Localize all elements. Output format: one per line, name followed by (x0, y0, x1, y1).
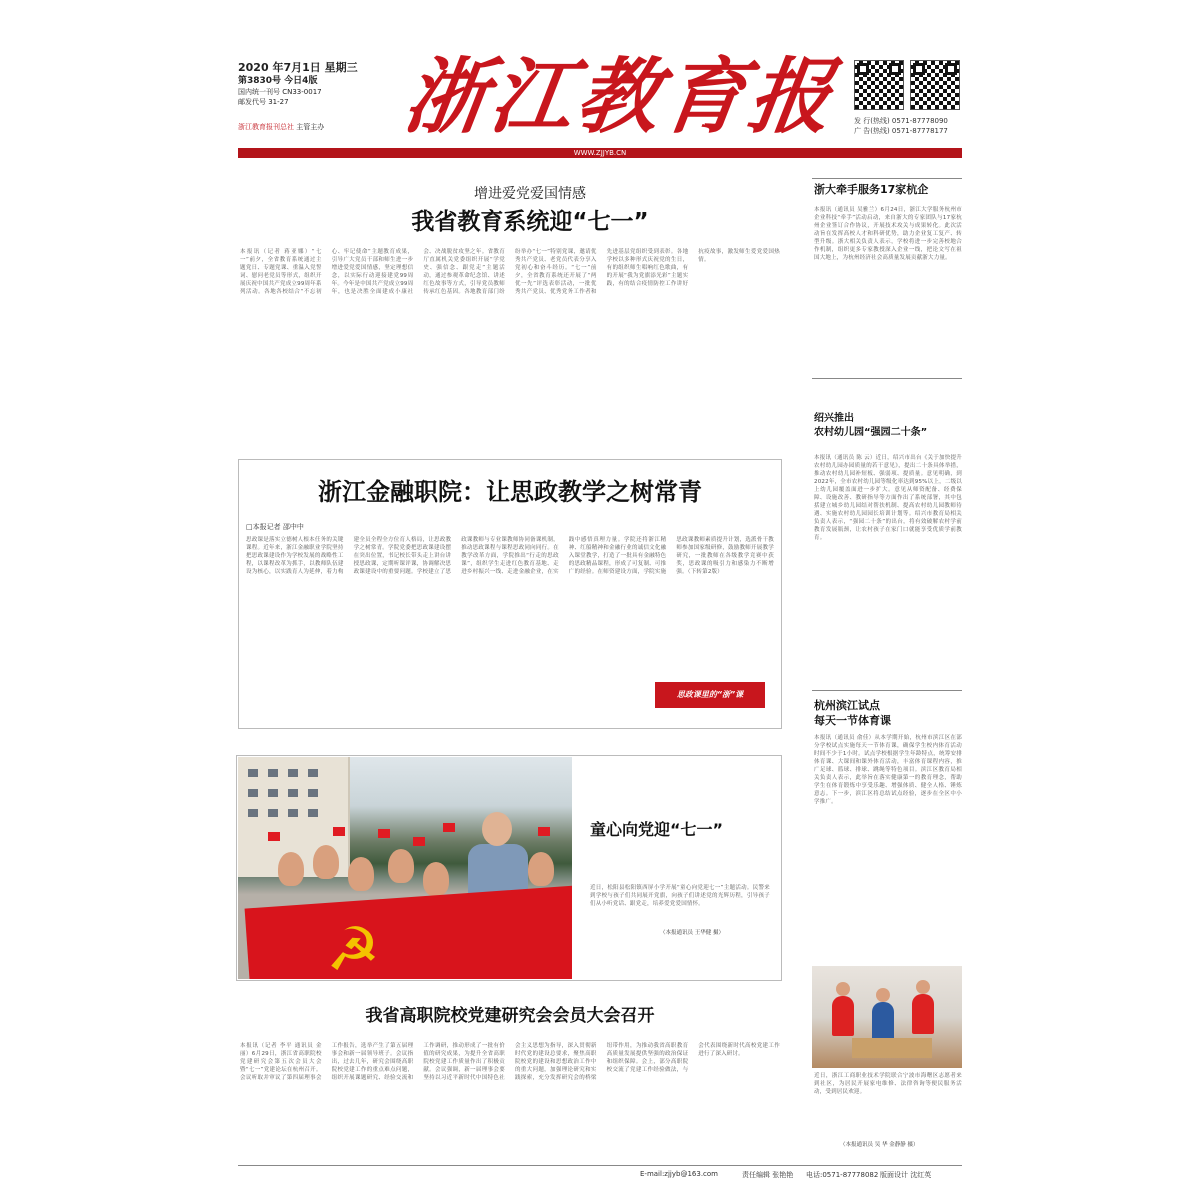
hammer-sickle-icon: ☭ (326, 915, 380, 979)
masthead-title: 浙江教育报 (398, 49, 842, 145)
sidebar-divider-2 (812, 690, 962, 691)
feature-headline: 浙江金融职院：让思政教学之树常青 (318, 478, 702, 506)
sidebar-story2-headline (814, 412, 964, 440)
photo-story-caption: 近日，松阳县松阳镇西屏小学开展“童心向党迎七一”主题活动。民警来到学校与孩子们共同展开党旗，向孩子们讲述党的光辉历程，引导孩子们从小听党话、跟党走，培养爱党爱国情怀。 (590, 885, 770, 907)
bottom-headline: 我省高职院校党建研究会会员大会召开 (365, 1006, 655, 1026)
contact-info (854, 116, 964, 136)
sidebar-story2-headline-line1: 绍兴推出 (814, 413, 854, 424)
sidebar-photo-caption: 近日，浙江工商职业技术学院联合宁波市海曙区志愿者来到社区，为居民开展家电维修、法律咨询等便民服务活动，受到居民欢迎。 (814, 1073, 962, 1095)
sidebar-top-rule (812, 178, 962, 179)
cn-line: 国内统一刊号 CN33-0017 (238, 88, 322, 96)
publisher-suffix: 主管主办 (296, 123, 325, 131)
sidebar-story1-headline: 浙大牵手服务17家杭企 (814, 183, 929, 196)
masthead-rule (238, 148, 962, 158)
sidebar-story3-headline-line2: 每天一节体育课 (814, 714, 891, 727)
issue-line: 第3830号 今日4版 (238, 76, 318, 86)
party-flag (245, 886, 572, 979)
lead-kicker: 增进爱党爱国情感 (474, 186, 586, 202)
footer-proof: 版面设计 沈红英 (880, 1171, 932, 1179)
sidebar-story3-body: 本报讯（通讯员 俞佳）从本学期开始，杭州市滨江区在部分学校试点实施每天一节体育课，确保学生校内体育活动时间不少于1小时。试点学校根据学生年龄特点，统筹安排体育课、大课间和课外体育活动，丰富体育课程内容，推广足球、篮球、排球、跳绳等特色项目。滨江区教育局相关负责人表示，此举旨在落实健康第一的教育理念，帮助学生在体育锻炼中享受乐趣、增强体质、健全人格、锤炼意志。下一步，滨江区将总结试点经验，逐步在全区中小学推广。 (814, 735, 962, 805)
phone-line-2: 广 告(热线) 0571-87778177 (854, 127, 948, 135)
sidebar-story3-headline (814, 698, 964, 728)
feature-body: 思政课是落实立德树人根本任务的关键课程。近年来，浙江金融职业学院坚持把思政课建设作为学校发展的战略性工程，以课程改革为抓手，以教师队伍建设为核心，以实践育人为延伸，着力构建全员全程全方位育人格局，让思政教学之树常青。学院党委把思政课建设摆在突出位置，书记校长带头走上讲台讲授思政课，定期听课评课，协调解决思政课建设中的重要问题。学校建立了思政课教师与专业课教师协同备课机制，推动思政课程与课程思政同向同行。在教学改革方面，学院推出“行走的思政课”，组织学生走进红色教育基地、走进乡村振兴一线、走进金融企业，在实践中感悟真理力量。学院还将浙江精神、红船精神和金融行业的诚信文化融入课堂教学，打造了一批具有金融特色的思政精品课程，形成了可复制、可推广的经验。在师资建设方面，学院实施思政课教师素质提升计划，选派骨干教师参加国家级研修，鼓励教师开展教学研究，一批教师在各级教学竞赛中获奖，思政课的吸引力和感染力不断增强。（下转第2版） (246, 537, 774, 575)
phone-line-1: 发 行(热线) 0571-87778090 (854, 117, 948, 125)
photo-story-credit: （本报通讯员 王华健 摄） (660, 930, 724, 936)
feature-stamp: 思政课里的“浙”课 (655, 682, 765, 708)
feature-byline: □本报记者 邵中中 (246, 523, 304, 531)
sidebar-divider-1 (812, 378, 962, 379)
children-flag-photo (238, 757, 572, 979)
code-line: 邮发代号 31-27 (238, 98, 289, 106)
sidebar-story1-body: 本报讯（通讯员 吴雅兰）6月24日，浙江大学服务杭州市企业科技“牵手”活动启动，来自浙大的专家团队与17家杭州企业签订合作协议，开展技术攻关与成果转化。此次活动旨在发挥高校人才和科研优势，助力企业复工复产、转型升级。浙大相关负责人表示，学校将进一步完善校地合作机制，组织更多专家教授深入企业一线，把论文写在祖国大地上，为杭州经济社会高质量发展贡献浙大力量。 (814, 207, 962, 261)
website: WWW.ZJJYB.CN (573, 149, 627, 157)
qr-code-icon (854, 60, 904, 110)
lead-body: 本报讯（记者 蒋亚娜）“七一”前夕，全省教育系统通过主题党日、专题党课、重温入党誓词、慰问老党员等形式，组织开展庆祝中国共产党成立99周年系列活动。各地各校结合“不忘初心、牢记使命”主题教育成果，引导广大党员干部和师生进一步增进爱党爱国情感，坚定理想信念，以实际行动迎接建党99周年。今年是中国共产党成立99周年，也是决胜全面建成小康社会、决战脱贫攻坚之年。省教育厅直属机关党委组织开展“学党史、强信念、跟党走”主题活动，通过参观革命纪念馆、讲述红色故事等方式，引导党员教师传承红色基因。各地教育部门纷纷举办“七一”特别党课，邀请优秀共产党员、老党员代表分享入党初心和奋斗经历。“七一”前夕，全省教育系统还开展了“两优一先”评选表彰活动，一批优秀共产党员、优秀党务工作者和先进基层党组织受到表彰。各地学校以多种形式庆祝党的生日，有的组织师生唱响红色歌曲，有的开展“我为党旗添光彩”主题实践，有的结合疫情防控工作讲好抗疫故事，激发师生爱党爱国热情。 (240, 249, 780, 295)
qr-code-icon (910, 60, 960, 110)
footer-email: E-mail:zjjyb@163.com (640, 1170, 718, 1178)
publisher-line (238, 121, 408, 133)
date-line: 2020 年7月1日 星期三 (238, 61, 358, 74)
sidebar-story3-headline-line1: 杭州滨江试点 (814, 699, 880, 712)
volunteer-service-photo (812, 966, 962, 1068)
bottom-body: 本报讯（记者 李平 通讯员 金丽）6月29日，浙江省高职院校党建研究会第五次会员大会暨“七一”党建论坛在杭州召开。会议听取并审议了第四届理事会工作报告，选举产生了第五届理事会和新一届领导班子。会议指出，过去几年，研究会围绕高职院校党建工作的重点难点问题，组织开展课题研究、经验交流和工作调研，推动形成了一批有价值的研究成果，为提升全省高职院校党建工作质量作出了积极贡献。会议强调，新一届理事会要坚持以习近平新时代中国特色社会主义思想为指导，深入贯彻新时代党的建设总要求，聚焦高职院校党的建设和思想政治工作中的重大问题，加强理论研究和实践探索，充分发挥研究会的桥梁纽带作用，为推动我省高职教育高质量发展提供坚强的政治保证和组织保障。会上，部分高职院校交流了党建工作经验做法，与会代表围绕新时代高校党建工作进行了深入研讨。 (240, 1043, 780, 1081)
sidebar-photo-credit: （本报通讯员 吴 华 金静静 摄） (840, 1142, 919, 1148)
footer-editor: 责任编辑 张艳艳 (742, 1171, 794, 1179)
footer-rule (238, 1165, 962, 1166)
masthead-meta (238, 60, 408, 133)
sidebar-story2-headline-line2: 农村幼儿园“强园二十条” (814, 427, 928, 438)
lead-headline: 我省教育系统迎“七一” (411, 209, 649, 235)
publisher: 浙江教育报刊总社 (238, 123, 294, 131)
sidebar-story2-body: 本报讯（通讯员 陈 云）近日，绍兴市出台《关于加快提升农村幼儿园办园质量的若干意见》，提出二十条具体举措，推动农村幼儿园补短板、强弱项、提质量。意见明确，到2022年，全市农村幼儿园等级化率达到95%以上，二级以上幼儿园覆盖面进一步扩大。意见从师资配备、经费保障、设施改善、教研指导等方面作出了系统部署，其中包括建立城乡幼儿园结对帮扶机制、提高农村幼儿园教师待遇、实施农村幼儿园园长培训计划等。绍兴市教育局相关负责人表示，“强园二十条”的出台，将有效破解农村学前教育发展瓶颈，让农村孩子在家门口就能享受优质学前教育。 (814, 455, 962, 541)
footer-phone: 电话:0571-87778082 (806, 1171, 879, 1179)
photo-story-headline: 童心向党迎“七一” (590, 820, 724, 839)
